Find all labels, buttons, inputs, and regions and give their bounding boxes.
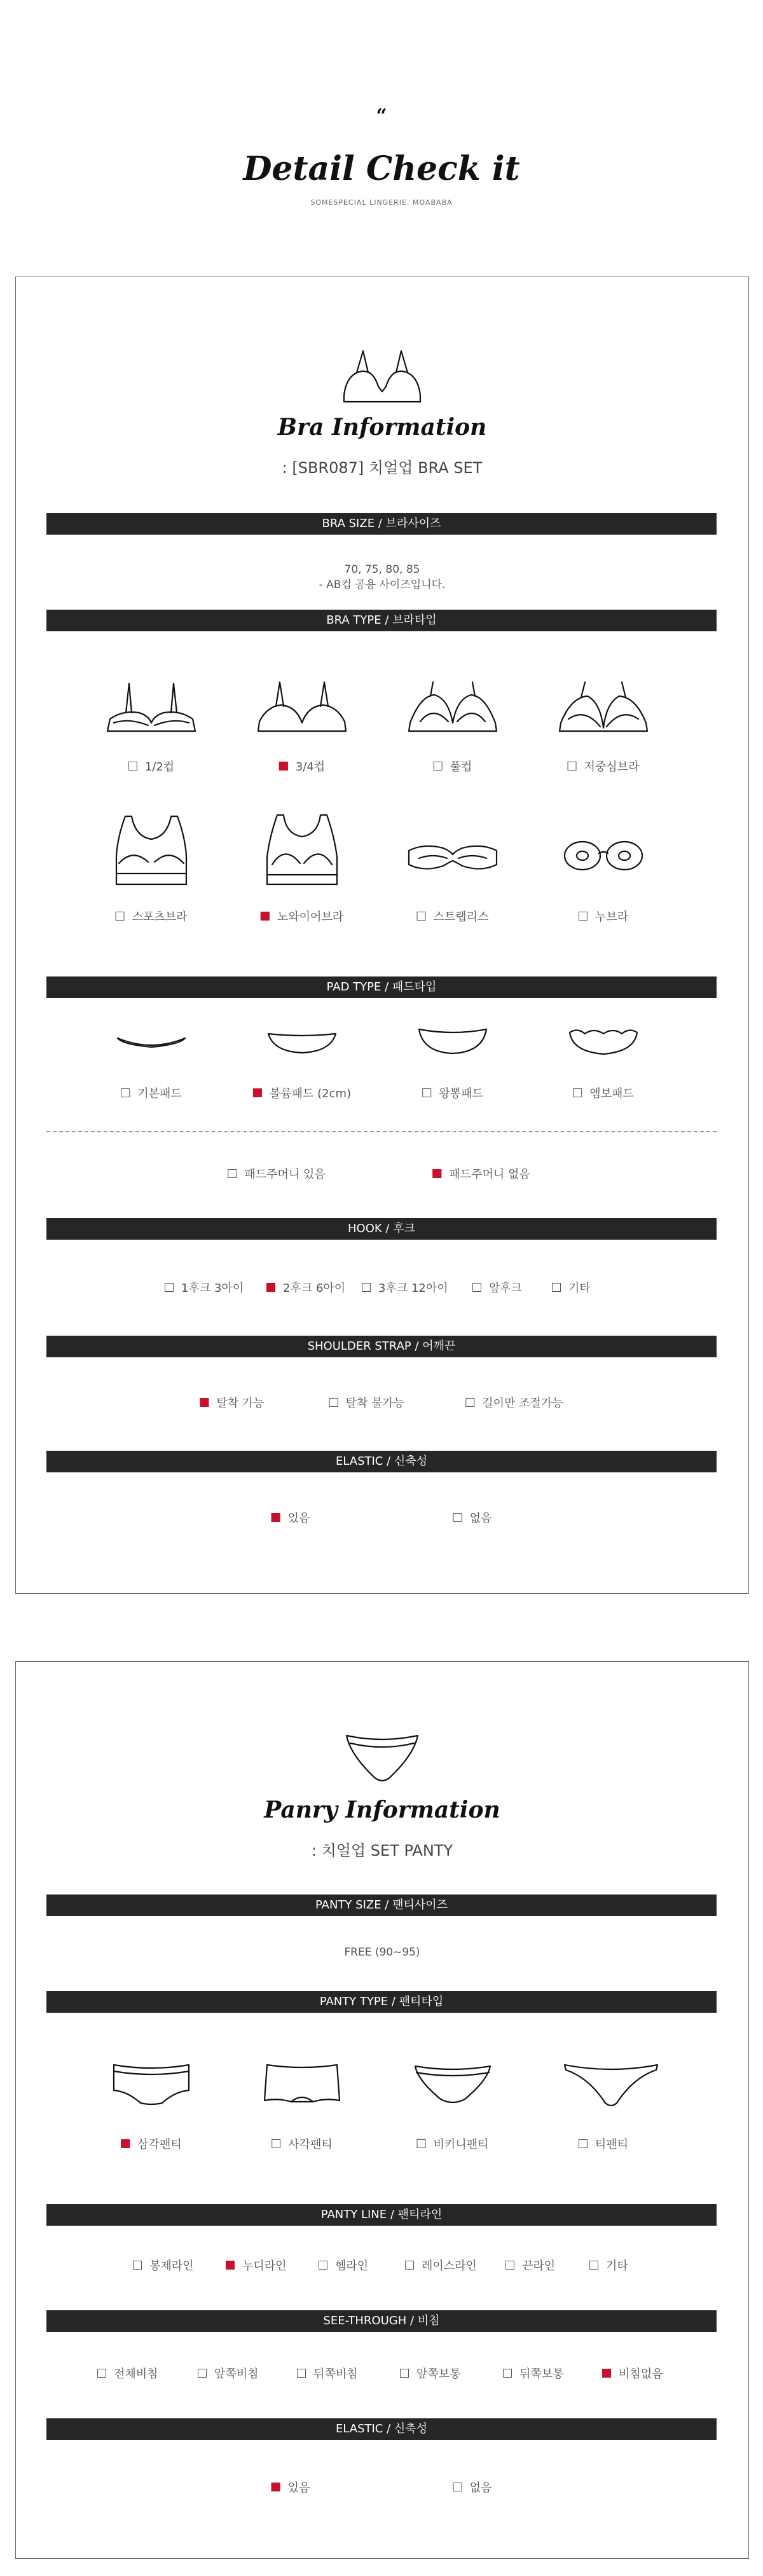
pad-checkbox[interactable] bbox=[121, 1088, 130, 1097]
bra-type-checkbox-checked[interactable] bbox=[279, 762, 288, 771]
option-label: 앞쪽보통 bbox=[416, 2367, 461, 2381]
bra-size-values: 70, 75, 80, 85 bbox=[344, 563, 420, 576]
pad-type-bar: PAD TYPE / 패드타입 bbox=[46, 976, 717, 998]
panty-type-option[interactable] bbox=[417, 2135, 489, 2152]
see-through-checkbox[interactable] bbox=[400, 2369, 409, 2378]
elastic-checkbox-checked[interactable] bbox=[272, 1513, 280, 1522]
no-wire-bra-icon bbox=[261, 811, 343, 887]
see-through-option[interactable] bbox=[400, 2365, 461, 2381]
nubra-icon bbox=[562, 837, 645, 875]
hook-bar: HOOK / 후크 bbox=[46, 1218, 717, 1240]
panty-header-icon bbox=[344, 1732, 420, 1786]
see-through-checkbox[interactable] bbox=[198, 2369, 207, 2378]
option-label: 패드주머니 없음 bbox=[449, 1168, 530, 1181]
panty-line-bar: PANTY LINE / 팬티라인 bbox=[46, 2204, 717, 2226]
pad-pocket-option[interactable] bbox=[432, 1165, 530, 1182]
embo-pad-icon bbox=[568, 1026, 638, 1057]
panty-elastic-bar: ELASTIC / 신축성 bbox=[46, 2418, 717, 2440]
bra-elastic-option[interactable] bbox=[272, 1509, 310, 1526]
bra-type-bar: BRA TYPE / 브라타입 bbox=[46, 610, 717, 631]
three-quarter-cup-bra-icon bbox=[254, 677, 350, 734]
bra-type-checkbox[interactable] bbox=[434, 762, 443, 771]
bra-type-option[interactable] bbox=[279, 758, 325, 774]
option-label: 레이스라인 bbox=[422, 2259, 477, 2273]
see-through-option[interactable] bbox=[97, 2365, 158, 2381]
panty-line-checkbox[interactable] bbox=[319, 2261, 327, 2270]
sports-bra-icon bbox=[110, 811, 193, 887]
see-through-checkbox[interactable] bbox=[297, 2369, 306, 2378]
bra-size-note: - AB컵 공용 사이즈입니다. bbox=[319, 579, 446, 591]
option-label: 2후크 6아이 bbox=[283, 1282, 346, 1295]
bra-section-title: Bra Information bbox=[277, 414, 487, 441]
strap-checkbox-checked[interactable] bbox=[200, 1398, 209, 1407]
quote-mark: “ bbox=[376, 105, 387, 127]
elastic-checkbox[interactable] bbox=[453, 1513, 462, 1522]
option-label: 사각팬티 bbox=[288, 2138, 333, 2151]
hook-option[interactable] bbox=[165, 1279, 244, 1296]
brief-panty-icon bbox=[111, 2062, 191, 2107]
hook-checkbox[interactable] bbox=[362, 1283, 371, 1292]
hook-option[interactable] bbox=[552, 1279, 591, 1296]
panty-line-option[interactable] bbox=[505, 2257, 555, 2273]
option-label: 누브라 bbox=[595, 910, 629, 924]
option-label: 헴라인 bbox=[335, 2259, 369, 2273]
panty-type-checkbox[interactable] bbox=[579, 2139, 588, 2148]
panty-line-checkbox[interactable] bbox=[589, 2261, 598, 2270]
shoulder-strap-bar: SHOULDER STRAP / 어깨끈 bbox=[46, 1336, 717, 1357]
panty-line-option[interactable] bbox=[226, 2257, 287, 2273]
pad-pocket-checkbox[interactable] bbox=[228, 1169, 237, 1178]
option-label: 기타 bbox=[606, 2259, 628, 2273]
panty-type-checkbox-checked[interactable] bbox=[121, 2139, 130, 2148]
panty-information-panel bbox=[15, 1661, 749, 2559]
option-label: 끈라인 bbox=[522, 2259, 556, 2273]
half-cup-bra-icon bbox=[104, 677, 199, 734]
strap-checkbox[interactable] bbox=[329, 1398, 338, 1407]
pad-type-option[interactable] bbox=[573, 1085, 634, 1101]
option-label: 풀컵 bbox=[450, 760, 472, 774]
panty-section-title: Panry Information bbox=[264, 1797, 500, 1823]
hook-option[interactable] bbox=[266, 1279, 345, 1296]
bra-type-option[interactable] bbox=[128, 758, 174, 774]
bra-size-bar: BRA SIZE / 브라사이즈 bbox=[46, 513, 717, 535]
option-label: 앞쪽비침 bbox=[214, 2367, 259, 2381]
option-label: 봉제라인 bbox=[149, 2259, 194, 2273]
option-label: 3후크 12아이 bbox=[378, 1282, 448, 1295]
bra-header-icon bbox=[338, 347, 427, 404]
option-label: 없음 bbox=[469, 1512, 492, 1525]
see-through-checkbox-checked[interactable] bbox=[602, 2369, 611, 2378]
option-label: 누디라인 bbox=[242, 2259, 287, 2273]
option-label: 탈착 불가능 bbox=[345, 1397, 405, 1410]
option-label: 뒤쪽보통 bbox=[519, 2367, 564, 2381]
option-label: 뒤쪽비침 bbox=[313, 2367, 358, 2381]
option-label: 삼각팬티 bbox=[137, 2138, 182, 2151]
strapless-bra-icon bbox=[405, 837, 500, 875]
option-label: 스포츠브라 bbox=[132, 910, 188, 924]
panty-line-checkbox[interactable] bbox=[405, 2261, 414, 2270]
option-label: 없음 bbox=[469, 2481, 492, 2495]
option-label: 저중심브라 bbox=[584, 760, 640, 774]
bra-type-option[interactable] bbox=[261, 908, 343, 924]
option-label: 앞후크 bbox=[489, 1282, 523, 1295]
pad-type-option[interactable] bbox=[121, 1085, 182, 1101]
basic-pad-icon bbox=[116, 1031, 186, 1056]
hook-checkbox[interactable] bbox=[472, 1283, 481, 1292]
panty-type-option[interactable] bbox=[579, 2135, 628, 2152]
panty-size-value: FREE (90~95) bbox=[344, 1946, 420, 1959]
t-back-panty-icon bbox=[563, 2061, 659, 2109]
bra-type-checkbox-checked[interactable] bbox=[261, 912, 270, 921]
panty-line-option[interactable] bbox=[319, 2257, 368, 2273]
panty-line-checkbox-checked[interactable] bbox=[226, 2261, 235, 2270]
full-cup-bra-icon bbox=[405, 677, 500, 734]
option-label: 있음 bbox=[287, 2481, 310, 2495]
option-label: 비침없음 bbox=[619, 2367, 663, 2381]
divider bbox=[46, 1131, 717, 1132]
see-through-option[interactable] bbox=[503, 2365, 564, 2381]
bra-type-checkbox[interactable] bbox=[128, 762, 137, 771]
pad-type-option[interactable] bbox=[422, 1085, 483, 1101]
bra-type-option[interactable] bbox=[434, 758, 472, 774]
pad-pocket-option[interactable] bbox=[228, 1165, 325, 1182]
bra-type-checkbox[interactable] bbox=[116, 912, 125, 921]
see-through-checkbox[interactable] bbox=[97, 2369, 106, 2378]
panty-elastic-option[interactable] bbox=[272, 2479, 310, 2495]
panty-line-option[interactable] bbox=[405, 2257, 477, 2273]
page-subtitle: SOMESPECIAL LINGERIE, MOABABA bbox=[310, 198, 453, 207]
bikini-panty-icon bbox=[413, 2062, 493, 2107]
see-through-bar: SEE-THROUGH / 비침 bbox=[46, 2310, 717, 2332]
panty-product-name: : 치얼업 SET PANTY bbox=[311, 1842, 453, 1860]
bra-type-checkbox[interactable] bbox=[579, 912, 588, 921]
option-label: 티팬티 bbox=[595, 2138, 629, 2151]
see-through-option[interactable] bbox=[297, 2365, 358, 2381]
panty-type-checkbox[interactable] bbox=[272, 2139, 280, 2148]
panty-type-bar: PANTY TYPE / 팬티타입 bbox=[46, 1991, 717, 2013]
bra-product-name: : [SBR087] 치얼업 BRA SET bbox=[282, 459, 483, 477]
hook-option[interactable] bbox=[362, 1279, 448, 1296]
hook-checkbox-checked[interactable] bbox=[266, 1283, 275, 1292]
pad-checkbox[interactable] bbox=[573, 1088, 582, 1097]
strap-option[interactable] bbox=[465, 1394, 563, 1411]
bra-type-option[interactable] bbox=[116, 908, 188, 924]
bra-information-panel bbox=[15, 277, 749, 1594]
panty-line-checkbox[interactable] bbox=[133, 2261, 142, 2270]
option-label: 1후크 3아이 bbox=[181, 1282, 244, 1295]
hook-option[interactable] bbox=[472, 1279, 522, 1296]
panty-line-option[interactable] bbox=[589, 2257, 628, 2273]
strap-checkbox[interactable] bbox=[465, 1398, 474, 1407]
option-label: 패드주머니 있음 bbox=[244, 1168, 326, 1181]
panty-type-checkbox[interactable] bbox=[417, 2139, 426, 2148]
pad-pocket-checkbox-checked[interactable] bbox=[432, 1169, 441, 1178]
elastic-checkbox-checked[interactable] bbox=[272, 2483, 280, 2491]
option-label: 탈착 가능 bbox=[216, 1397, 265, 1410]
option-label: 1/2컵 bbox=[144, 760, 175, 774]
option-label: 전체비침 bbox=[114, 2367, 158, 2381]
page-title: Detail Check it bbox=[243, 149, 520, 188]
strap-option[interactable] bbox=[200, 1394, 264, 1411]
hook-checkbox[interactable] bbox=[165, 1283, 174, 1292]
bra-elastic-option[interactable] bbox=[453, 1509, 492, 1526]
see-through-option[interactable] bbox=[198, 2365, 259, 2381]
option-label: 있음 bbox=[287, 1512, 310, 1525]
pad-checkbox[interactable] bbox=[422, 1088, 431, 1097]
panty-size-bar: PANTY SIZE / 팬티사이즈 bbox=[46, 1894, 717, 1916]
push-up-pad-icon bbox=[418, 1024, 488, 1056]
panty-elastic-option[interactable] bbox=[453, 2479, 492, 2495]
pad-type-option[interactable] bbox=[253, 1085, 351, 1101]
option-label: 왕뽕패드 bbox=[439, 1087, 483, 1100]
panty-type-option[interactable] bbox=[272, 2135, 333, 2152]
option-label: 길이만 조절가능 bbox=[482, 1397, 563, 1410]
boxer-panty-icon bbox=[262, 2062, 342, 2107]
option-label: 기본패드 bbox=[137, 1087, 182, 1100]
panty-type-option[interactable] bbox=[121, 2135, 182, 2152]
option-label: 엠보패드 bbox=[589, 1087, 634, 1100]
elastic-checkbox[interactable] bbox=[453, 2483, 462, 2491]
bra-type-option[interactable] bbox=[568, 758, 640, 774]
bra-elastic-bar: ELASTIC / 신축성 bbox=[46, 1451, 717, 1472]
option-label: 노와이어브라 bbox=[277, 910, 344, 924]
strap-option[interactable] bbox=[329, 1394, 405, 1411]
panty-line-checkbox[interactable] bbox=[505, 2261, 514, 2270]
option-label: 스트랩리스 bbox=[433, 910, 489, 924]
hook-checkbox[interactable] bbox=[552, 1283, 561, 1292]
bra-type-checkbox[interactable] bbox=[568, 762, 577, 771]
bra-type-checkbox[interactable] bbox=[417, 912, 426, 921]
panty-line-option[interactable] bbox=[133, 2257, 194, 2273]
bra-type-option[interactable] bbox=[579, 908, 628, 924]
low-center-bra-icon bbox=[556, 677, 651, 734]
see-through-checkbox[interactable] bbox=[503, 2369, 512, 2378]
option-label: 기타 bbox=[568, 1282, 591, 1295]
option-label: 3/4컵 bbox=[295, 760, 326, 774]
volume-pad-icon bbox=[267, 1027, 337, 1056]
see-through-option[interactable] bbox=[602, 2365, 663, 2381]
option-label: 볼륨패드 (2cm) bbox=[269, 1087, 352, 1100]
bra-type-option[interactable] bbox=[417, 908, 489, 924]
option-label: 비키니팬티 bbox=[433, 2138, 489, 2151]
pad-checkbox-checked[interactable] bbox=[253, 1088, 262, 1097]
